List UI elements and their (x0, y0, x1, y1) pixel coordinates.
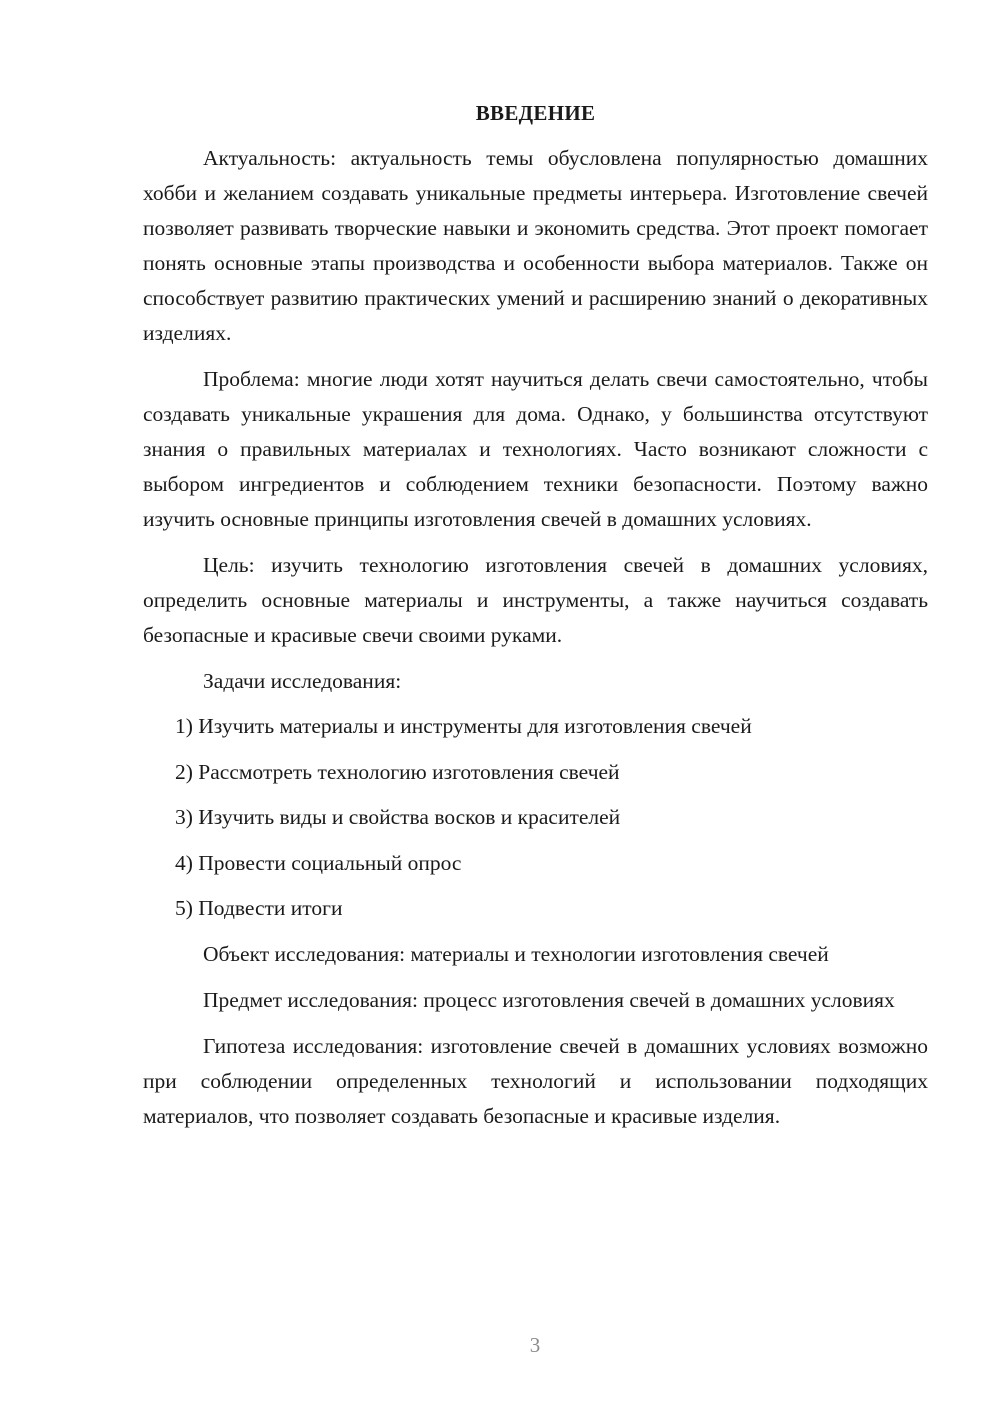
problem-paragraph: Проблема: многие люди хотят научиться делать свечи самостоятельно, чтобы создавать уникальные украшения для дома. Однако, у большинства отсутствуют знания о правильных материалах и технологиях. Часто возникают сложности с выбором ингредиентов и соблюдением техники безопасности. Поэтому важно изучить основные принципы изготовления свечей в домашних условиях. (143, 367, 928, 531)
hypothesis-paragraph: Гипотеза исследования: изготовление свечей в домашних условиях возможно при соблюдении определенных технологий и использовании подходящих материалов, что позволяет создавать безопасные и красивые изделия. (143, 1033, 928, 1128)
task-item: 1) Изучить материалы и инструменты для изготовления свечей (175, 714, 752, 738)
task-item: 5) Подвести итоги (175, 896, 343, 920)
research-subject-paragraph: Предмет исследования: процесс изготовления свечей в домашних условиях (203, 987, 895, 1012)
task-item: 3) Изучить виды и свойства восков и красителей (175, 805, 621, 829)
relevance-paragraph: Актуальность: актуальность темы обусловлена популярностью домашних хобби и желанием создавать уникальные предметы интерьера. Изготовление свечей позволяет развивать творческие навыки и экономить средства. Этот проект помогает понять основные этапы производства и особенности выбора материалов. Также он способствует развитию практических умений и расширению знаний о декоративных изделиях. (143, 146, 928, 345)
goal-paragraph: Цель: изучить технологию изготовления свечей в домашних условиях, определить основные материалы и инструменты, а также научиться создавать безопасные и красивые свечи своими руками. (143, 553, 928, 647)
task-list (143, 709, 928, 926)
page-number: 3 (529, 1333, 541, 1357)
task-item: 4) Провести социальный опрос (175, 850, 462, 875)
section-title: ВВЕДЕНИЕ (475, 101, 596, 125)
tasks-heading: Задачи исследования: (203, 669, 402, 693)
research-object-paragraph: Объект исследования: материалы и технологии изготовления свечей (203, 941, 829, 966)
page-content (143, 96, 928, 1145)
task-item: 2) Рассмотреть технологию изготовления свечей (175, 759, 620, 784)
